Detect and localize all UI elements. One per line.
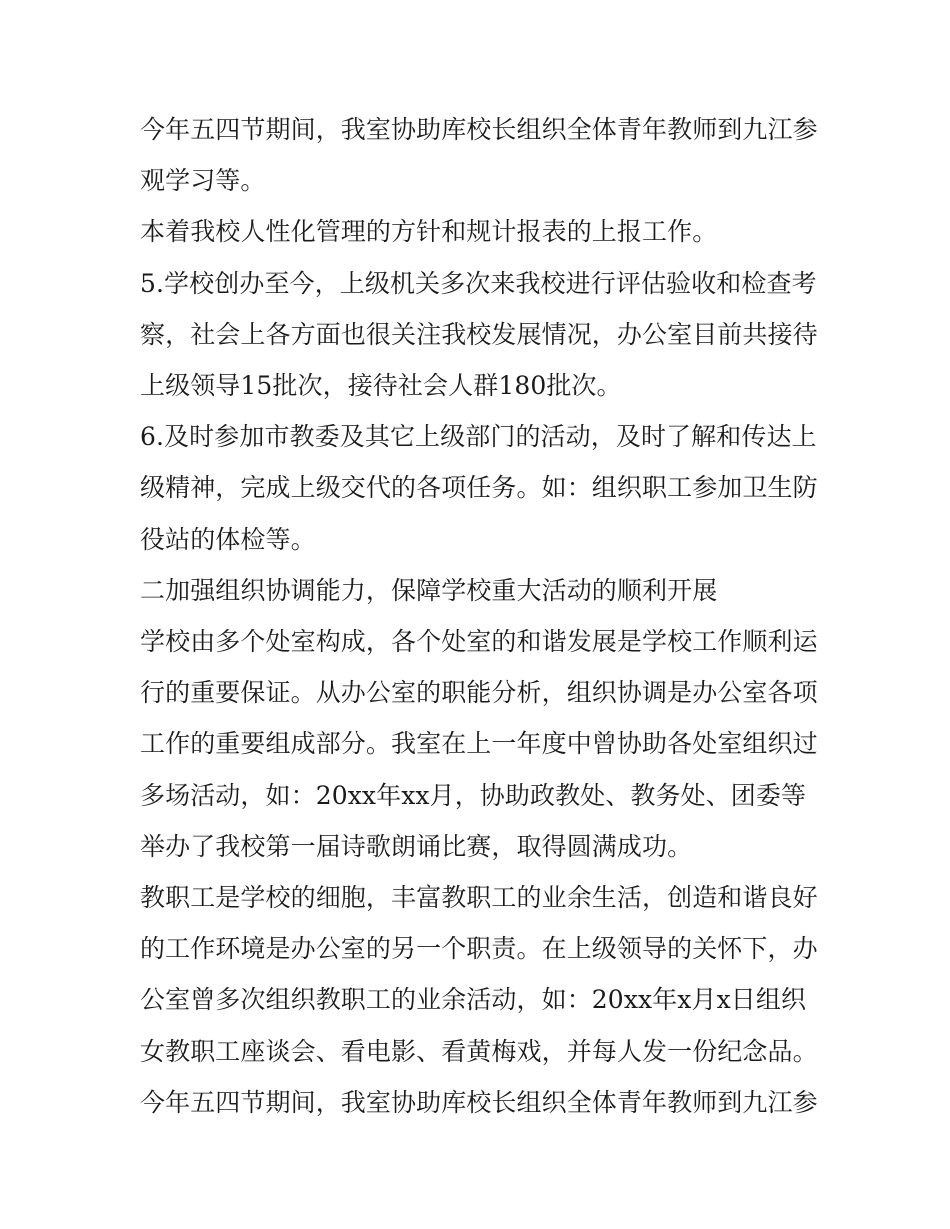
text-line: 今年五四节期间，我室协助库校长组织全体青年教师到九江参 (140, 1087, 818, 1117)
text-line: 女教职工座谈会、看电影、看黄梅戏，并每人发一份纪念品。 (140, 1036, 818, 1066)
section-heading: 二加强组织协调能力，保障学校重大活动的顺利开展 (140, 575, 718, 605)
text-line: 观学习等。 (140, 166, 266, 196)
text-line: 的工作环境是办公室的另一个职责。在上级领导的关怀下，办 (140, 934, 818, 964)
text-line: 多场活动，如：20xx年xx月，协助政教处、教务处、团委等 (140, 780, 807, 810)
text-line: 学校由多个处室构成，各个处室的和谐发展是学校工作顺利运 (140, 627, 818, 657)
text-line: 上级领导15批次，接待社会人群180批次。 (140, 371, 622, 401)
text-line: 役站的体检等。 (140, 524, 316, 554)
text-line: 工作的重要组成部分。我室在上一年度中曾协助各处室组织过 (140, 729, 818, 759)
text-line: 级精神，完成上级交代的各项任务。如：组织职工参加卫生防 (140, 473, 818, 503)
text-line: 今年五四节期间，我室协助库校长组织全体青年教师到九江参 (140, 115, 818, 144)
text-line: 察，社会上各方面也很关注我校发展情况，办公室目前共接待 (140, 319, 818, 349)
text-line: 行的重要保证。从办公室的职能分析，组织协调是办公室各项 (140, 678, 818, 708)
text-line: 5.学校创办至今，上级机关多次来我校进行评估验收和检查考 (140, 268, 817, 298)
text-line: 公室曾多次组织教职工的业余活动，如：20xx年x月x日组织 (140, 985, 807, 1015)
text-line: 6.及时参加市教委及其它上级部门的活动，及时了解和传达上 (140, 422, 817, 452)
text-line: 本着我校人性化管理的方针和规计报表的上报工作。 (140, 217, 718, 247)
document-body (140, 104, 820, 1128)
text-line: 举办了我校第一届诗歌朗诵比赛，取得圆满成功。 (140, 831, 693, 861)
text-line: 教职工是学校的细胞，丰富教职工的业余生活，创造和谐良好 (140, 883, 818, 913)
